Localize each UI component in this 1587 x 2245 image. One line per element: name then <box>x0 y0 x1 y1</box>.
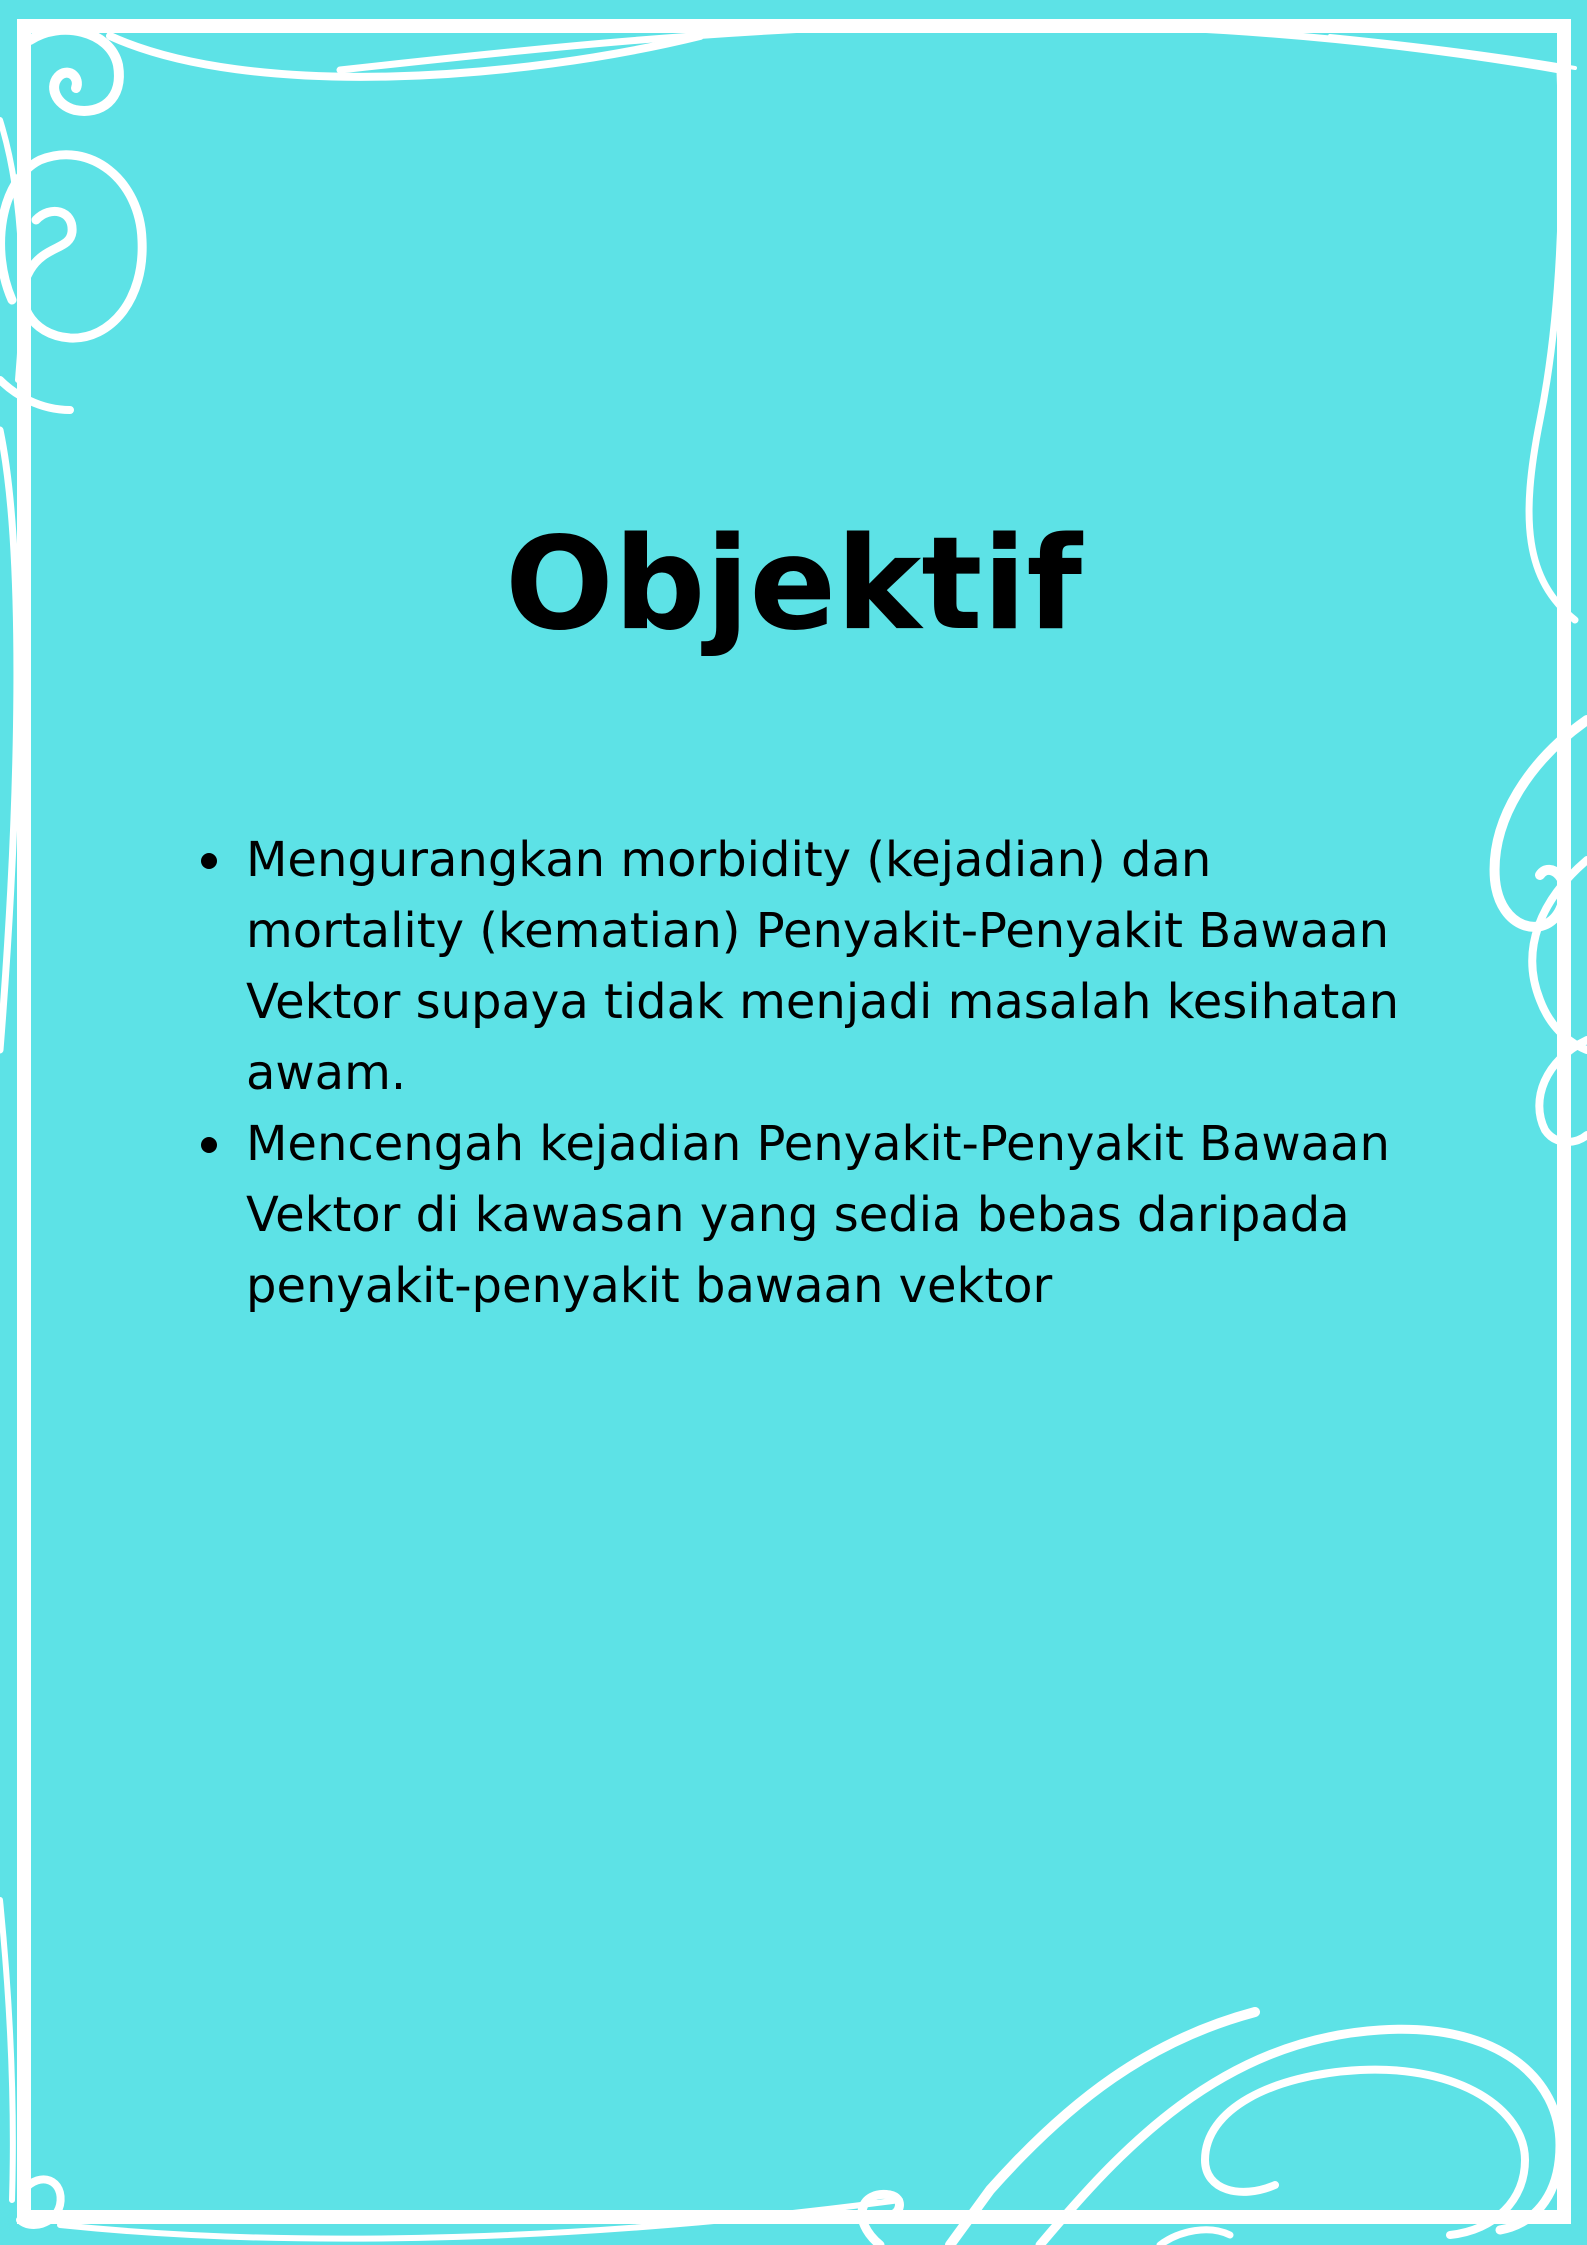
bottom-right-curl <box>1160 2230 1230 2245</box>
list-item <box>246 825 1406 1109</box>
bullet-icon <box>201 853 217 869</box>
bullet-icon <box>201 1137 217 1153</box>
objective-text: Mengurangkan morbidity (kejadian) dan mortality (kematian) Penyakit-Penyakit Bawaan Vektor supaya tidak menjadi masalah kesihatan awam. <box>246 832 1400 1101</box>
objective-list <box>246 825 1406 1322</box>
top-left-swirl-small <box>30 30 119 111</box>
right-side-swirl <box>1495 720 1587 927</box>
page-title: Objektif <box>505 510 1082 659</box>
objective-text: Mencengah kejadian Penyakit-Penyakit Bawaan Vektor di kawasan yang sedia bebas daripada penyakit-penyakit bawaan vektor <box>246 1116 1390 1314</box>
top-left-curl <box>0 380 70 410</box>
bottom-left-curve <box>0 1900 13 2200</box>
list-item <box>246 1109 1406 1322</box>
